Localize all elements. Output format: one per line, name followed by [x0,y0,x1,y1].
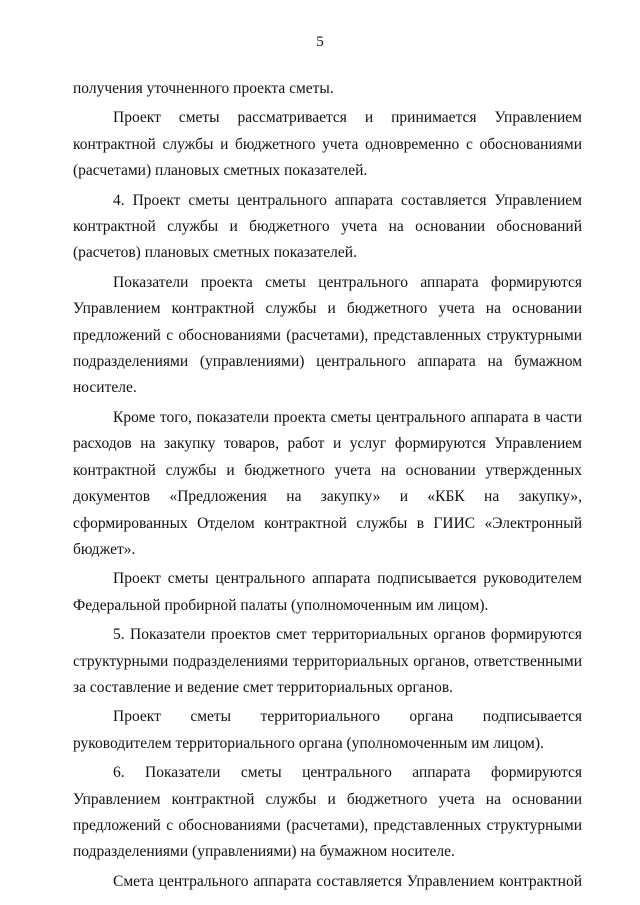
document-body [73,76,582,895]
paragraph-item-4: 4. Проект сметы центрального аппарата составляется Управлением контрактной службы и бюджетного учета на основании обоснований (расчетов) плановых сметных показателей. [73,191,582,262]
paragraph: Проект сметы рассматривается и принимается Управлением контрактной службы и бюджетного учета одновременно с обоснованиями (расчетами) плановых сметных показателей. [73,109,582,180]
paragraph: Показатели проекта сметы центрального аппарата формируются Управлением контрактной службы и бюджетного учета на основании предложений с обоснованиями (расчетами), представленных структурными подразделениями (управлениями) центрального аппарата на бумажном носителе. [73,273,582,397]
paragraph-item-5: 5. Показатели проектов смет территориальных органов формируются структурными подразделениями территориальных органов, ответственными за составление и ведение смет территориальных органов. [73,626,582,696]
page-number: 5 [316,34,324,50]
paragraph: Проект сметы центрального аппарата подписывается руководителем Федеральной пробирной палаты (уполномоченным им лицом). [73,570,582,614]
paragraph-item-6: 6. Показатели сметы центрального аппарата формируются Управлением контрактной службы и бюджетного учета на основании предложений с обоснованиями (расчетами), представленных структурными подразделениями (управлениями) на бумажном носителе. [73,764,582,861]
paragraph-continuation: получения уточненного проекта сметы. [73,80,334,97]
paragraph: Проект сметы территориального органа подписывается руководителем территориального органа (уполномоченным им лицом). [73,708,582,752]
paragraph-truncated: Смета центрального аппарата составляется Управлением контрактной [113,872,582,890]
paragraph: Кроме того, показатели проекта сметы центрального аппарата в части расходов на закупку товаров, работ и услуг формируются Управлением контрактной службы и бюджетного учета на основании утвержденных документов «Предложения на закупку» и «КБК на закупку», сформированных Отделом контрактной службы в ГИИС «Электронный бюджет». [73,408,582,558]
